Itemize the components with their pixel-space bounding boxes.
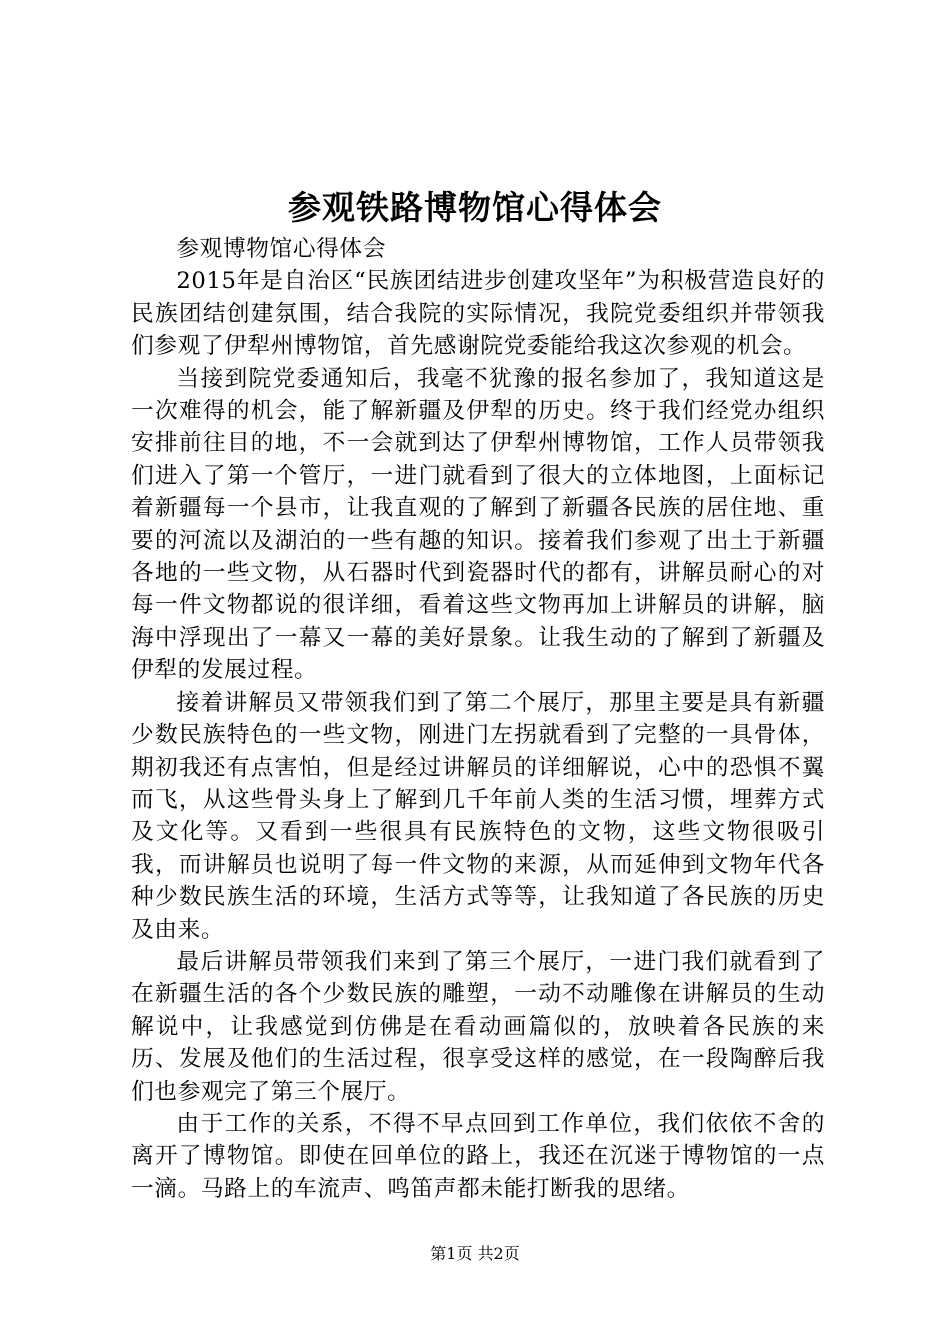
- paragraph-3: 接着讲解员又带领我们到了第二个展厅，那里主要是具有新疆少数民族特色的一些文物，刚进门左拐就看到了完整的一具骨体，期初我还有点害怕，但是经过讲解员的详细解说，心中的恐惧不翼而飞，从这些骨头身上了解到几千年前人类的生活习惯，埋葬方式及文化等。又看到一些很具有民族特色的文物，这些文物很吸引我，而讲解员也说明了每一件文物的来源，从而延伸到文物年代各种少数民族生活的环境，生活方式等等，让我知道了各民族的历史及由来。: [131, 689, 825, 943]
- paragraph-1: 2015年是自治区“民族团结进步创建攻坚年”为积极营造良好的民族团结创建氛围，结合我院的实际情况，我院党委组织并带领我们参观了伊犁州博物馆，首先感谢院党委能给我这次参观的机会。: [131, 268, 825, 360]
- paragraph-4: 最后讲解员带领我们来到了第三个展厅，一进门我们就看到了在新疆生活的各个少数民族的雕塑，一动不动雕像在讲解员的生动解说中，让我感觉到仿佛是在看动画篇似的，放映着各民族的来历、发展及他们的生活过程，很享受这样的感觉，在一段陶醉后我们也参观完了第三个展厅。: [131, 948, 825, 1105]
- page-footer: [0, 1244, 950, 1264]
- paragraph-5: 由于工作的关系，不得不早点回到工作单位，我们依依不舍的离开了博物馆。即使在回单位的路上，我还在沉迷于博物馆的一点一滴。马路上的车流声、鸣笛声都未能打断我的思绪。: [131, 1110, 825, 1202]
- document-body: [131, 233, 825, 1205]
- page-indicator: 第1页 共2页: [430, 1244, 520, 1263]
- paragraph-2: 当接到院党委通知后，我毫不犹豫的报名参加了，我知道这是一次难得的机会，能了解新疆及伊犁的历史。终于我们经党办组织安排前往目的地，不一会就到达了伊犁州博物馆，工作人员带领我们进入了第一个管厅，一进门就看到了很大的立体地图，上面标记着新疆每一个县市，让我直观的了解到了新疆各民族的居住地、重要的河流以及湖泊的一些有趣的知识。接着我们参观了出土于新疆各地的一些文物，从石器时代到瓷器时代的都有，讲解员耐心的对每一件文物都说的很详细，看着这些文物再加上讲解员的讲解，脑海中浮现出了一幕又一幕的美好景象。让我生动的了解到了新疆及伊犁的发展过程。: [131, 365, 825, 684]
- document-title: 参观铁路博物馆心得体会: [288, 188, 662, 227]
- paragraph-subtitle: 参观博物馆心得体会: [176, 236, 386, 262]
